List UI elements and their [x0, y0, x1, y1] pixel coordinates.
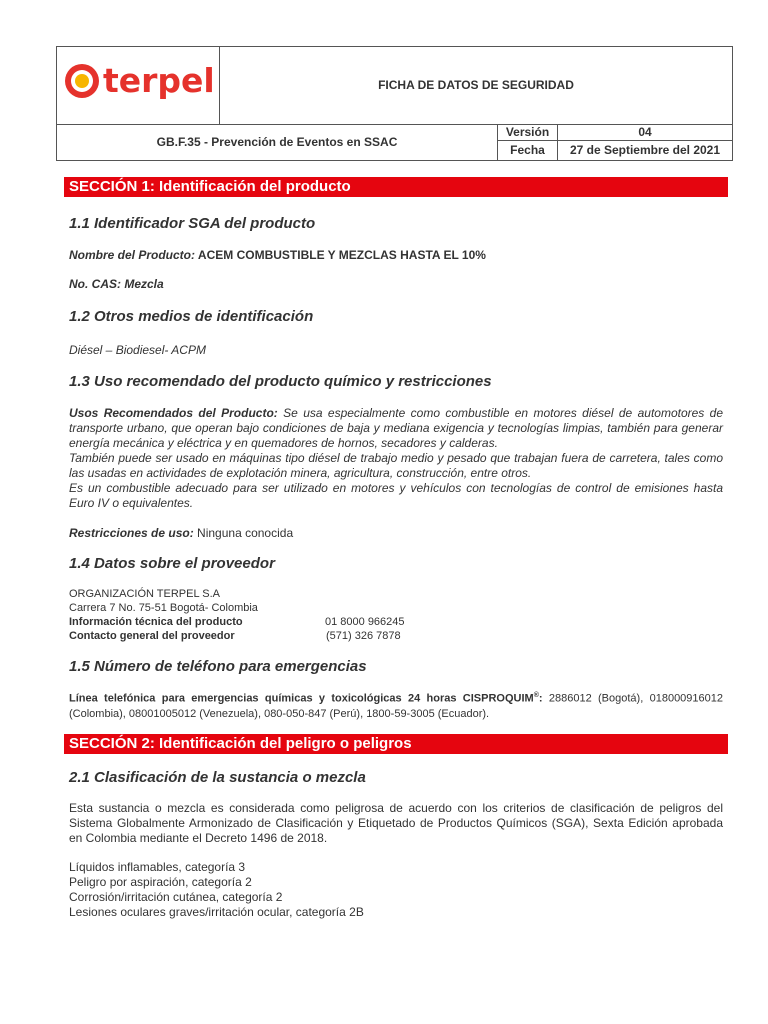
recommended-uses	[69, 406, 723, 511]
other-identifiers: Diésel – Biodiesel- ACPM	[69, 343, 206, 357]
restrictions-value: Ninguna conocida	[193, 526, 294, 540]
emergency-numbers: 2886012 (Bogotá), 018000916012 (Colombia), 08001005012 (Venezuela), 080-050-847 (Perú), 1800-59-3005 (Ecuador).	[69, 692, 724, 720]
date-label: Fecha	[510, 143, 545, 157]
terpel-logo	[63, 61, 218, 101]
emergency-label: Línea telefónica para emergencias químicas y toxicológicas 24 horas CISPROQUIM	[69, 692, 534, 705]
supplier-info	[69, 587, 469, 643]
supplier-address: Carrera 7 No. 75-51 Bogotá- Colombia	[69, 602, 258, 614]
restrictions-label: Restricciones de uso:	[69, 526, 194, 540]
classification-text: Esta sustancia o mezcla es considerada como peligrosa de acuerdo con los criterios de clasificación de peligros del Sistema Globalmente Armonizado de Clasificación y Etiquetado de Productos Químicos (SGA), Sexta Edición aprobada en Colombia mediante el Decreto 1496 de 2018.	[69, 801, 723, 845]
contact-label: Contacto general del proveedor	[69, 630, 235, 642]
product-name	[69, 248, 486, 263]
uses-text-3: Es un combustible adecuado para ser utilizado en motores y vehículos con tecnologías de control de emisiones hasta Euro IV o equivalentes.	[69, 481, 723, 510]
document-header	[56, 46, 733, 161]
uses-label: Usos Recomendados del Producto:	[69, 406, 278, 420]
uses-text: Se usa especialmente como combustible en motores diésel de automotores de transporte urbano, que operan bajo condiciones de baja y mediana exigencia y tecnologías limpias, también para generar energía mecánica y eléctrica y en quemadores de hornos, secadores y calderas.	[69, 406, 724, 450]
restrictions	[69, 526, 293, 541]
subsection-1-5-title: 1.5 Número de teléfono para emergencias	[69, 658, 367, 675]
version-value: 04	[638, 125, 652, 139]
section-2-heading: SECCIÓN 2: Identificación del peligro o peligros	[64, 734, 728, 754]
subsection-2-1-title: 2.1 Clasificación de la sustancia o mezcla	[69, 769, 366, 786]
terpel-logo-icon	[63, 61, 103, 101]
version-label: Versión	[505, 125, 550, 139]
tech-info-phone: 01 8000 966245	[325, 616, 405, 628]
date-value: 27 de Septiembre del 2021	[569, 143, 721, 157]
subsection-1-3-title: 1.3 Uso recomendado del producto químico y restricciones	[69, 373, 492, 390]
doc-title: FICHA DE DATOS DE SEGURIDAD	[378, 78, 574, 92]
list-item: Corrosión/irritación cutánea, categoría 2	[69, 890, 283, 904]
subsection-1-1-title: 1.1 Identificador SGA del producto	[69, 215, 316, 232]
product-name-label: Nombre del Producto:	[69, 248, 196, 262]
subsection-1-4-title: 1.4 Datos sobre el proveedor	[69, 555, 275, 572]
doc-code: GB.F.35 - Prevención de Eventos en SSAC	[156, 135, 398, 149]
registered-mark: ®	[533, 692, 539, 699]
uses-text-2: También puede ser usado en máquinas tipo diésel de trabajo medio y pesado que trabajan fuera de carretera, tales como las usadas en actividades de explotación minera, agricultura, construcción, entre otros.	[69, 451, 723, 480]
contact-phone: (571) 326 7878	[326, 630, 401, 642]
cas-number: No. CAS: Mezcla	[69, 277, 164, 291]
hazard-list	[69, 860, 364, 920]
list-item: Líquidos inflamables, categoría 3	[69, 860, 246, 874]
tech-info-label: Información técnica del producto	[69, 616, 243, 628]
product-name-value: ACEM COMBUSTIBLE Y MEZCLAS HASTA EL 10%	[195, 248, 486, 262]
emergency-phones	[69, 688, 723, 722]
brand-name: terpel	[103, 61, 215, 100]
supplier-org: ORGANIZACIÓN TERPEL S.A	[69, 588, 220, 600]
subsection-1-2-title: 1.2 Otros medios de identificación	[69, 308, 314, 325]
emergency-colon: :	[538, 692, 543, 705]
list-item: Peligro por aspiración, categoría 2	[69, 875, 252, 889]
section-1-heading: SECCIÓN 1: Identificación del producto	[64, 177, 728, 197]
list-item: Lesiones oculares graves/irritación ocular, categoría 2B	[69, 905, 364, 919]
